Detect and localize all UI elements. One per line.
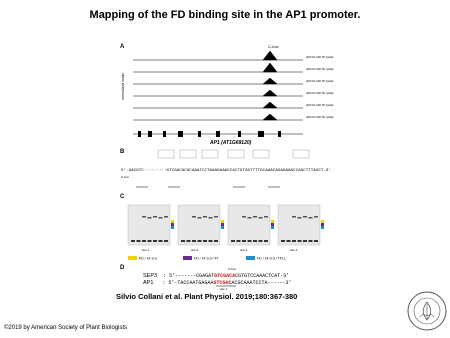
copyright-notice: ©2019 by American Society of Plant Biologists bbox=[4, 325, 128, 331]
shifted-band bbox=[214, 216, 218, 218]
shifted-band bbox=[148, 217, 152, 219]
free-probe-band bbox=[231, 240, 235, 242]
complex-marker bbox=[321, 223, 324, 226]
free-probe-band bbox=[287, 240, 291, 242]
free-probe-band bbox=[159, 240, 163, 242]
gene-label: AP1 (AT1G69120) bbox=[210, 140, 252, 146]
shifted-band bbox=[153, 216, 157, 218]
shifted-band bbox=[203, 216, 207, 218]
free-probe-band bbox=[303, 240, 307, 242]
chip-tracks bbox=[133, 51, 334, 120]
free-probe-band bbox=[131, 240, 135, 242]
free-probe-band bbox=[148, 240, 152, 242]
shifted-band bbox=[309, 217, 313, 219]
aspb-seal-logo bbox=[406, 290, 448, 332]
gel-label-site-1: site 1 bbox=[142, 248, 150, 252]
gel-image bbox=[178, 205, 220, 245]
sep3-seq-a: : 5'-------CGAGAT bbox=[163, 273, 215, 279]
panel-label-b: B bbox=[120, 149, 125, 155]
legend-swatch-fd bbox=[128, 256, 137, 260]
chip-peak bbox=[263, 51, 277, 60]
complex-marker bbox=[171, 220, 174, 223]
legend-fd: FD / 14-3-3 bbox=[139, 256, 157, 261]
ap1-row bbox=[143, 280, 291, 286]
shifted-band bbox=[264, 216, 268, 218]
complex-marker bbox=[321, 226, 324, 229]
chip-peak bbox=[263, 102, 277, 108]
panel-label-a: A bbox=[120, 44, 125, 50]
free-probe-band bbox=[259, 240, 263, 242]
track-label: pFD:FD-GFP FD (peak) bbox=[306, 80, 334, 83]
track-label: pFD:FD-GFP FD (peak) bbox=[306, 116, 334, 119]
complex-marker bbox=[221, 226, 224, 229]
ap1-seq-a: : 5'-TACCAATGAGAA bbox=[162, 280, 214, 286]
gel-label-site-4: site 4 bbox=[290, 248, 298, 252]
free-probe-band bbox=[137, 240, 141, 242]
free-probe-band bbox=[187, 240, 191, 242]
legend-fd-tfl1: FD / 14-3-3 / TFL1 bbox=[257, 256, 286, 261]
shifted-band bbox=[298, 217, 302, 219]
gel-label-site-2: site 2 bbox=[191, 248, 199, 252]
sep3-label: SEP3 bbox=[143, 273, 158, 279]
free-probe-band bbox=[153, 240, 157, 242]
emsa-gels bbox=[128, 205, 324, 245]
citation: Silvio Collani et al. Plant Physiol. 2019;180:367-380 bbox=[116, 292, 298, 301]
free-probe-band bbox=[264, 240, 268, 242]
ap1-seq-c: ACGCAAATCCTA------3' bbox=[231, 280, 292, 286]
shifted-band bbox=[142, 216, 146, 218]
chip-peak bbox=[263, 63, 277, 72]
shifted-band bbox=[248, 217, 252, 219]
shifted-band bbox=[314, 216, 318, 218]
sep3-row bbox=[143, 273, 289, 279]
track-label: pFD:FD-GFP FD (peak) bbox=[306, 92, 334, 95]
sep3-seq-b: GTCGACA bbox=[214, 273, 236, 279]
complex-marker bbox=[271, 226, 274, 229]
free-probe-band bbox=[253, 240, 257, 242]
free-probe-band bbox=[203, 240, 207, 242]
shifted-band bbox=[198, 217, 202, 219]
complex-marker bbox=[171, 226, 174, 229]
panel-b-boxes bbox=[158, 150, 309, 158]
track-label: pFD:FD-GFP FD (peak) bbox=[306, 56, 334, 59]
free-probe-band bbox=[298, 240, 302, 242]
free-probe-band bbox=[248, 240, 252, 242]
free-probe-band bbox=[292, 240, 296, 242]
complex-marker bbox=[171, 223, 174, 226]
chip-peak bbox=[263, 114, 277, 120]
sep3-seq-c: CGTGTCCAAACTCAT-3' bbox=[235, 273, 290, 279]
free-probe-band bbox=[237, 240, 241, 242]
free-probe-band bbox=[281, 240, 285, 242]
shifted-band bbox=[292, 216, 296, 218]
free-probe-band bbox=[198, 240, 202, 242]
promoter-sequence: 5'-GACGTC·········GTCGACACGCAAATCCTAAAGAAACCACTGTGGTTTTGCAAACAGAGAAACCAGCTTTAGCT-3' bbox=[121, 169, 300, 173]
site-note-d: site 1 bbox=[220, 287, 228, 291]
y-axis-label: normalized reads bbox=[121, 73, 125, 100]
free-probe-band bbox=[192, 240, 196, 242]
shifted-band bbox=[164, 216, 168, 218]
legend-swatch-fd-ft bbox=[183, 256, 192, 260]
shifted-band bbox=[242, 216, 246, 218]
gel-image bbox=[228, 205, 270, 245]
shifted-band bbox=[303, 216, 307, 218]
chip-peak bbox=[263, 78, 277, 84]
panel-label-c: C bbox=[120, 194, 125, 200]
shifted-band bbox=[159, 217, 163, 219]
free-probe-band bbox=[314, 240, 318, 242]
gel-label-site-3: site 3 bbox=[240, 248, 248, 252]
gel-image bbox=[128, 205, 170, 245]
shifted-band bbox=[253, 216, 257, 218]
legend-fd-ft: FD / 14-3-3 / FT bbox=[194, 256, 219, 261]
shifted-band bbox=[192, 216, 196, 218]
gel-image bbox=[278, 205, 320, 245]
gene-model bbox=[133, 131, 303, 137]
track-label: pFD:FD-GFP FD (peak) bbox=[306, 68, 334, 71]
ap1-label: AP1 bbox=[143, 280, 154, 286]
chip-peak bbox=[263, 90, 277, 96]
complex-marker bbox=[221, 223, 224, 226]
gel-legend bbox=[128, 256, 286, 261]
shifted-band bbox=[209, 217, 213, 219]
free-probe-band bbox=[164, 240, 168, 242]
complex-marker bbox=[221, 220, 224, 223]
free-probe-band bbox=[309, 240, 313, 242]
free-probe-band bbox=[181, 240, 185, 242]
panel-label-d: D bbox=[120, 265, 125, 271]
cbox-note-d: C-box bbox=[228, 267, 237, 271]
complex-marker bbox=[271, 223, 274, 226]
complex-marker bbox=[271, 220, 274, 223]
figure-title: Mapping of the FD binding site in the AP1 promoter. bbox=[89, 9, 361, 21]
free-probe-band bbox=[214, 240, 218, 242]
free-probe-band bbox=[142, 240, 146, 242]
free-probe-band bbox=[209, 240, 213, 242]
ap1-seq-b: GTCGAC bbox=[213, 280, 232, 286]
track-label: pFD:FD-GFP FD (peak) bbox=[306, 104, 334, 107]
legend-swatch-fd-tfl1 bbox=[246, 256, 255, 260]
figure-panels bbox=[118, 40, 336, 305]
shifted-band bbox=[259, 217, 263, 219]
cbox-marker-b: C-box bbox=[121, 175, 130, 179]
cbox-label-a: C-box bbox=[268, 44, 279, 49]
free-probe-band bbox=[242, 240, 246, 242]
complex-marker bbox=[321, 220, 324, 223]
